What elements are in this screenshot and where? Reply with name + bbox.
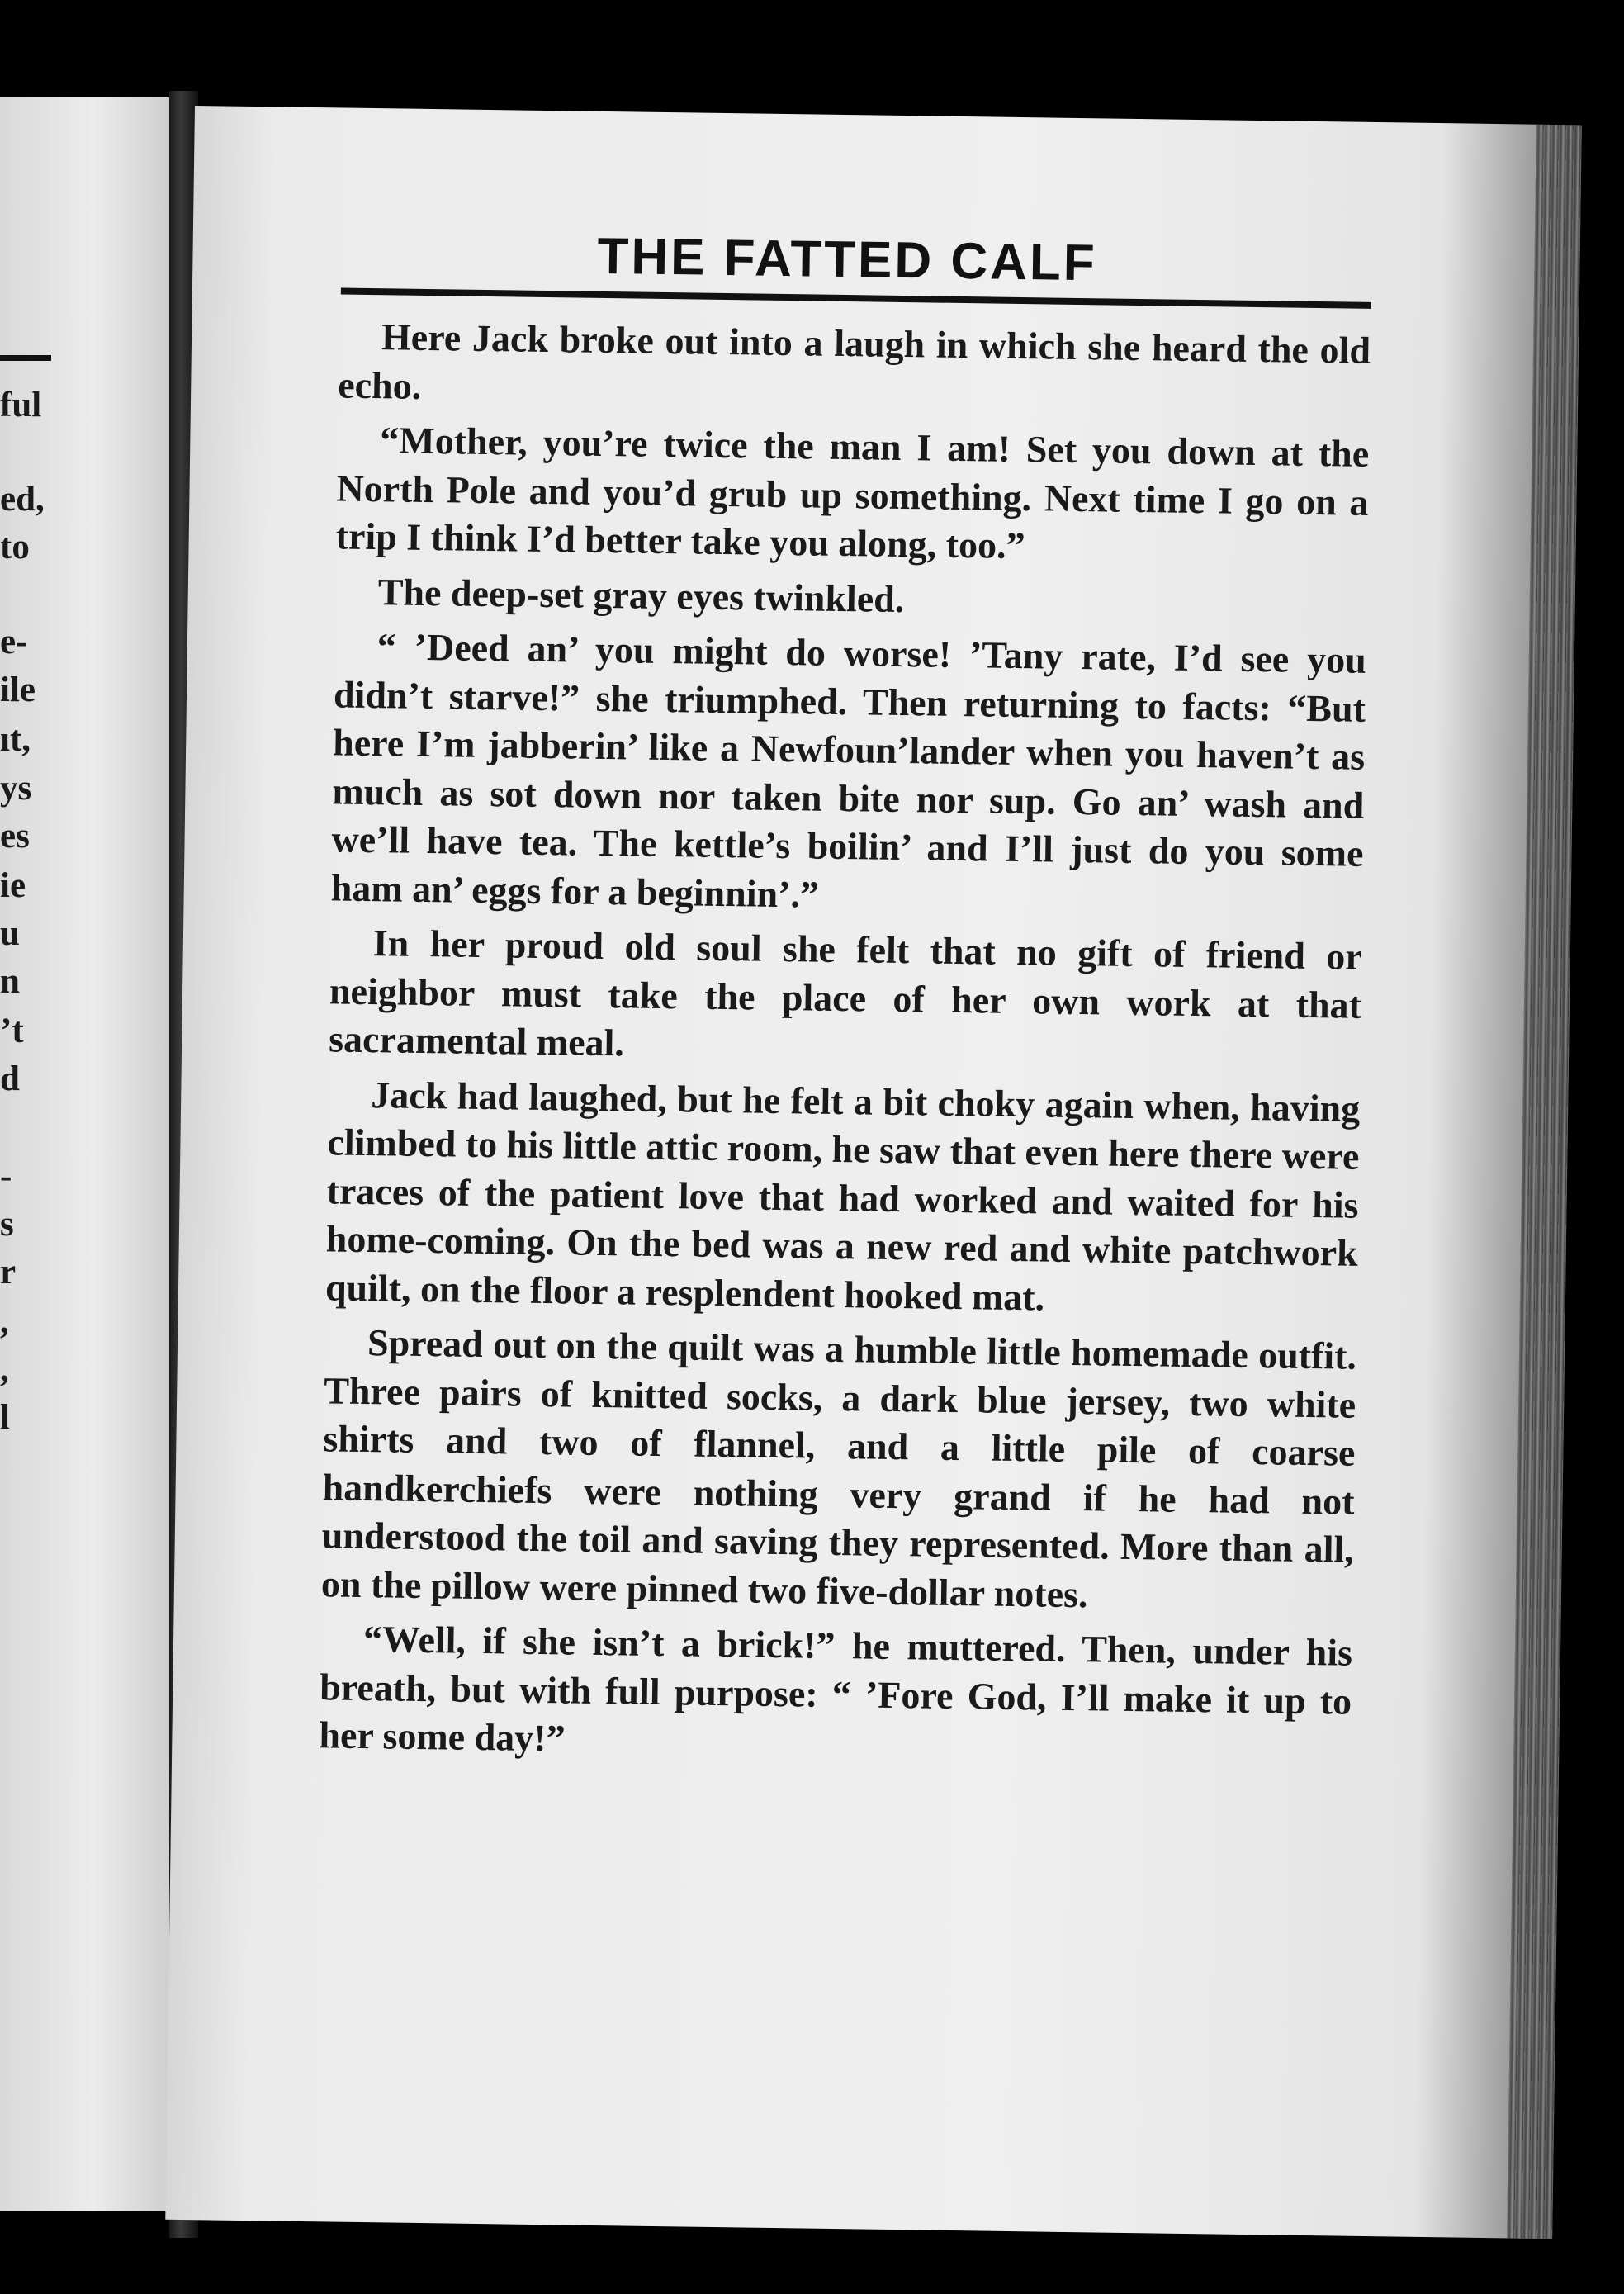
page-body-text bbox=[319, 312, 1371, 1780]
left-page-text-fragment: ile bbox=[0, 671, 36, 709]
left-page-text-fragment: d bbox=[0, 1059, 20, 1098]
paragraph: The deep-set gray eyes twinkled. bbox=[377, 570, 905, 620]
left-page-text-fragment: , bbox=[0, 1302, 9, 1341]
paragraph: Jack had laughed, but he felt a bit choky again when, having climbed to his little attic room, he saw that even here there were traces of the patient love that had worked and waited for his home-coming. On the bed was a new red and white patchwork quilt, on the floor a resplendent hooked mat. bbox=[324, 1073, 1361, 1319]
left-page-text-fragment: r bbox=[0, 1253, 17, 1292]
running-head: THE FATTED CALF bbox=[597, 227, 1098, 292]
left-page-head-rule bbox=[0, 355, 51, 361]
left-page-text-fragment: e- bbox=[0, 623, 28, 661]
page-edge-shadow bbox=[1507, 125, 1582, 2239]
paragraph: Spread out on the quilt was a humble little homemade outfit. Three pairs of knitted socks, a dark blue jersey, two white shirts and two of flannel, and a little pile of coarse handkerchiefs were nothing very grand if he had not understood the toil and saving they represented. More than all, on the pillow were pinned two five-dollar notes. bbox=[320, 1321, 1357, 1615]
paragraph: Here Jack broke out into a laugh in which she heard the old echo. bbox=[337, 315, 1371, 407]
left-page-text-fragment: u bbox=[0, 914, 20, 953]
left-page-text-fragment: to bbox=[0, 528, 30, 566]
left-page-text-fragment: ys bbox=[0, 769, 32, 808]
page-header bbox=[195, 106, 1582, 292]
header-rule bbox=[341, 287, 1371, 308]
left-page-fragment bbox=[0, 97, 169, 2211]
left-page-text-fragment: , bbox=[0, 1350, 9, 1389]
left-page-text-fragment: s bbox=[0, 1205, 14, 1244]
left-page-text-fragment: l bbox=[0, 1398, 10, 1437]
left-page-text-fragment: - bbox=[0, 1157, 12, 1196]
book-page bbox=[165, 106, 1582, 2239]
paragraph: In her proud old soul she felt that no gift of friend or neighbor must take the place of her own work at that sacramental meal. bbox=[328, 922, 1363, 1064]
paragraph: “Well, if she isn’t a brick!” he muttered. Then, under his breath, but with full purpose: “ ’Fore God, I’ll make it up to her some day!” bbox=[319, 1618, 1353, 1760]
left-page-text-fragment: ıt, bbox=[0, 720, 31, 759]
left-page-text-fragment: n bbox=[0, 962, 20, 1001]
paragraph: “Mother, you’re twice the man I am! Set you down at the North Pole and you’d grub up something. Next time I go on a trip I think I’d better take you along, too.” bbox=[335, 419, 1370, 567]
left-page-text-fragment: es bbox=[0, 817, 30, 856]
left-page-text-fragment: ful bbox=[0, 386, 42, 424]
left-page-text-fragment: ie bbox=[0, 866, 26, 905]
left-page-text-fragment: ed, bbox=[0, 480, 45, 519]
paragraph: “ ’Deed an’ you might do worse! ’Tany rate, I’d see you didn’t starve!” she triumphed. Then returning to facts: “But here I’m jabberin’ like a Newfoun’lander when you haven’t as much as sot down nor taken bite nor sup. Go an’ wash and we’ll have tea. The kettle’s boilin’ and I’ll just do you some ham an’ eggs for a beginnin’.” bbox=[330, 625, 1367, 916]
left-page-text-fragment: ’t bbox=[0, 1012, 24, 1050]
